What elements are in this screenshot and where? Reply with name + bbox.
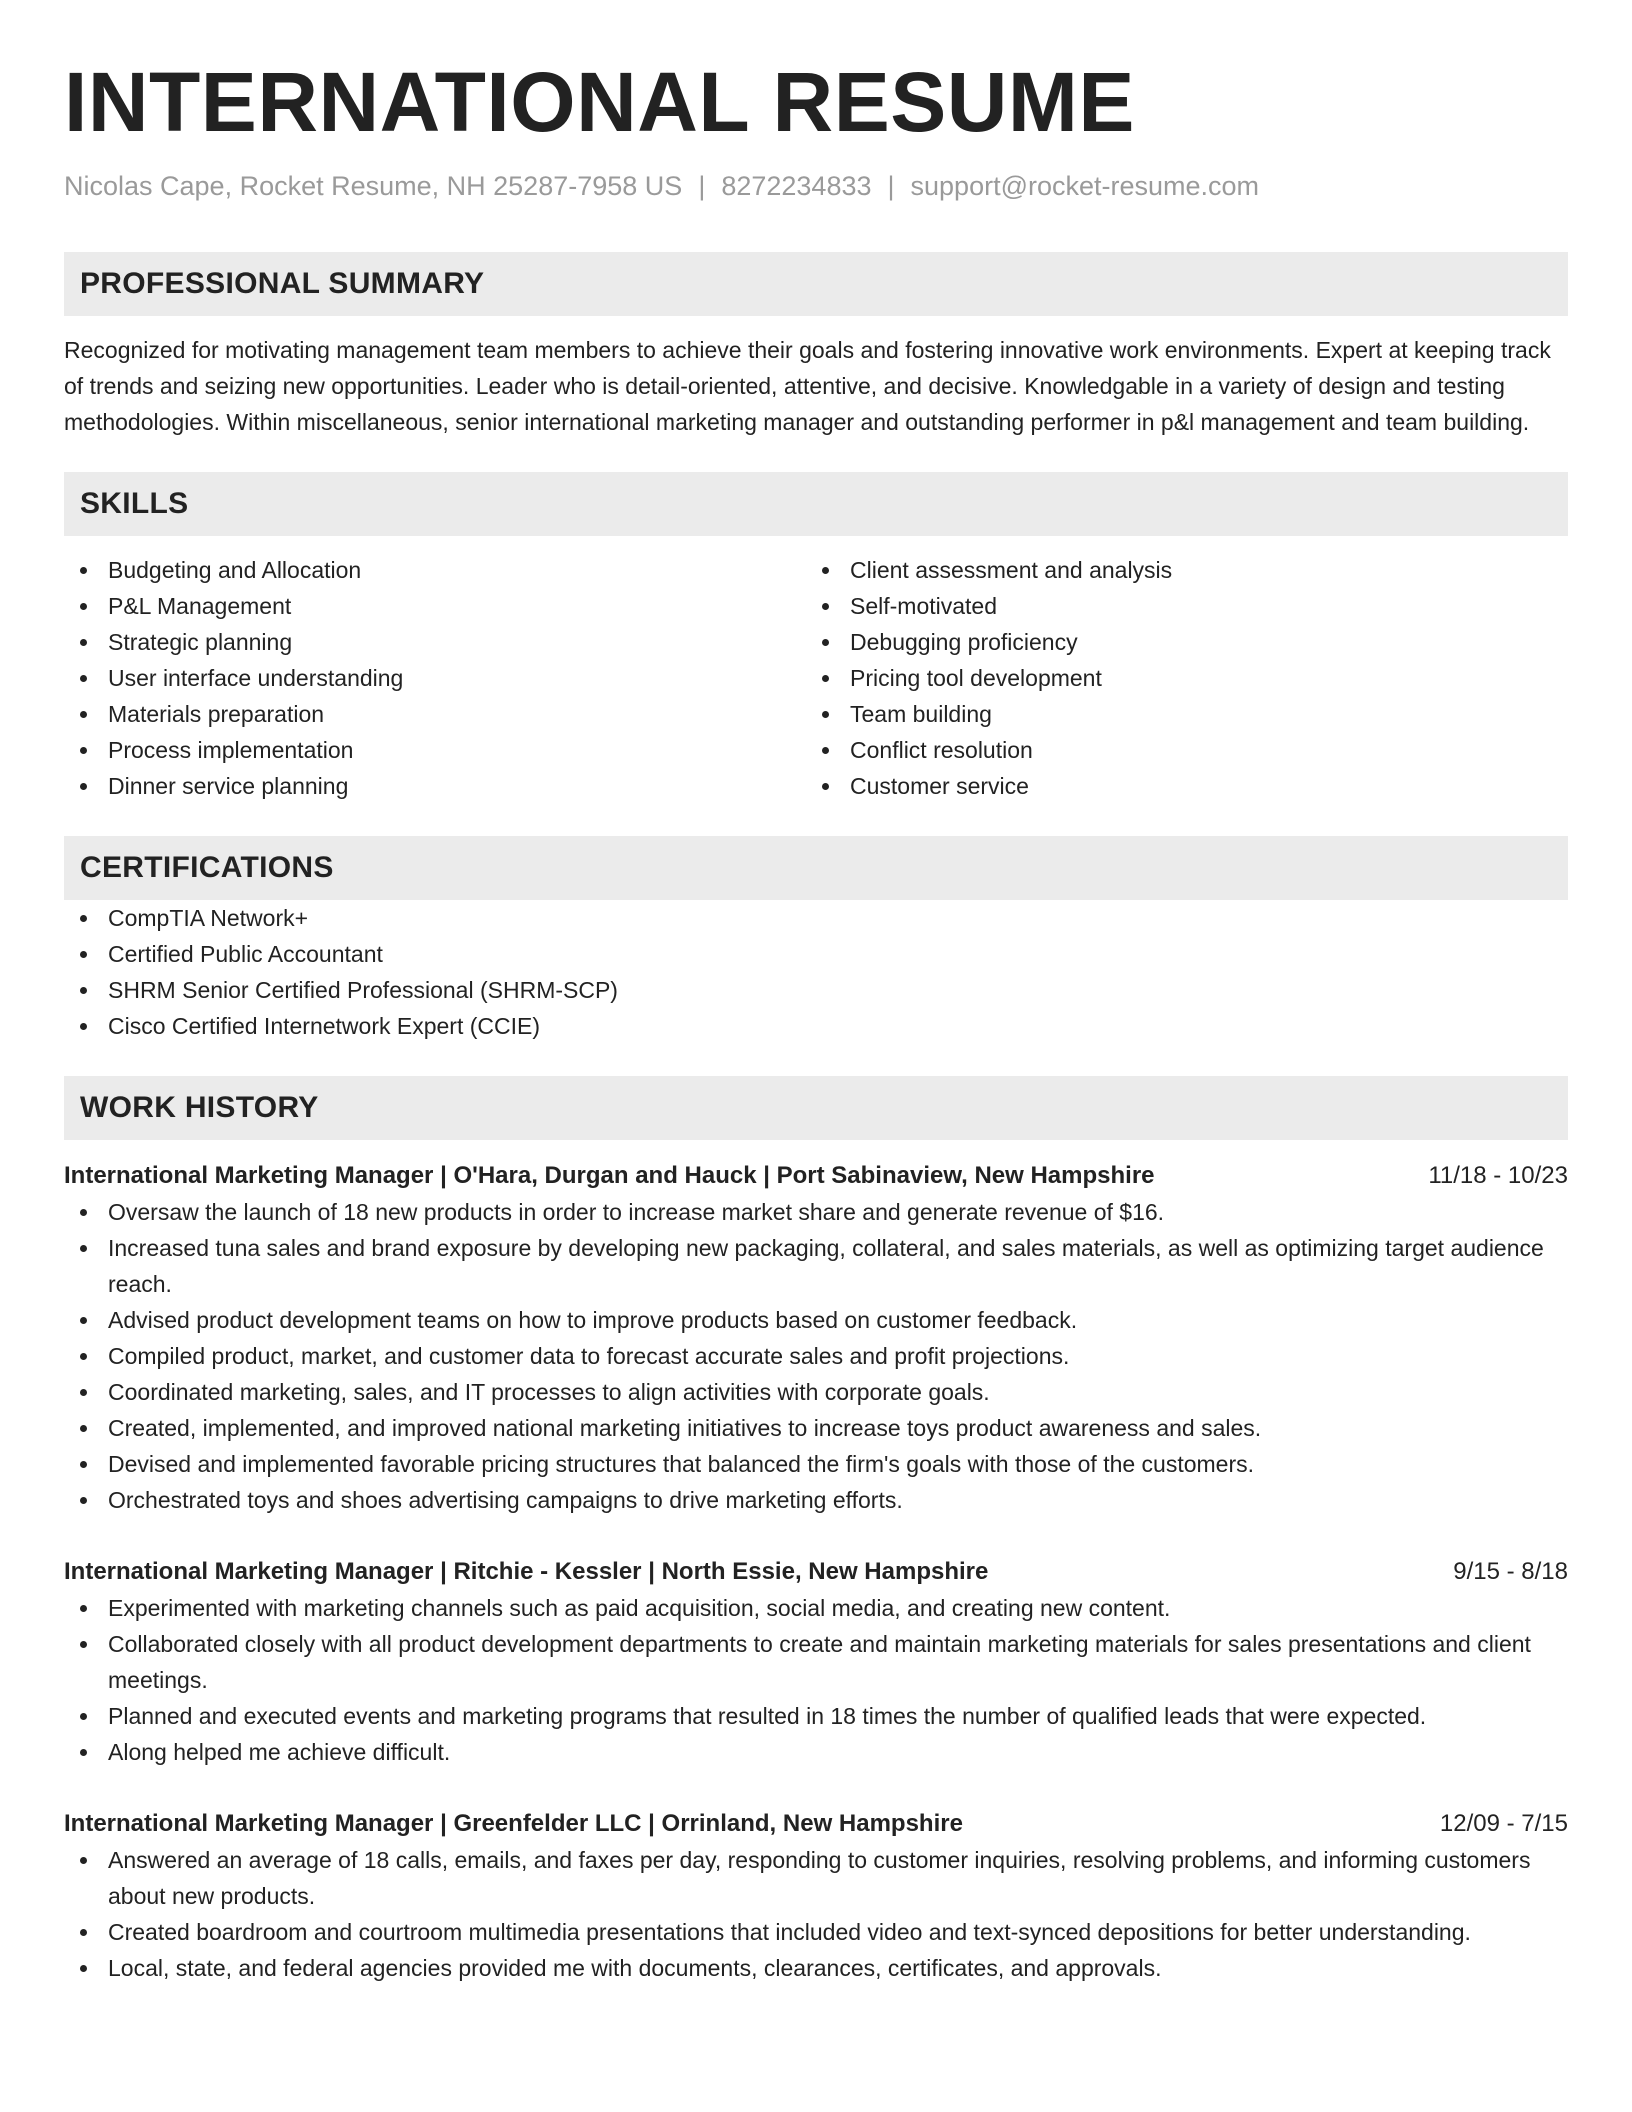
skill-item: Customer service <box>806 768 1548 804</box>
contact-separator: | <box>698 171 706 201</box>
summary-text: Recognized for motivating management team members to achieve their goals and fostering innovative work environments. Expert at keeping track of trends and seizing new opportunities. Leader who is detail-oriented, attentive, and decisive. Knowledgable in a variety of design and testing methodologies. Within miscellaneous, senior international marketing manager and outstanding performer in p&l management and team building. <box>64 337 1551 435</box>
job-bullet: Oversaw the launch of 18 new products in order to increase market share and generate revenue of $16. <box>64 1194 1568 1230</box>
skills-column-left <box>64 552 806 804</box>
job-header <box>64 1158 1568 1194</box>
job-bullet: Coordinated marketing, sales, and IT processes to align activities with corporate goals. <box>64 1374 1568 1410</box>
contact-separator: | <box>887 171 895 201</box>
skill-item: Debugging proficiency <box>806 624 1548 660</box>
skill-item: Conflict resolution <box>806 732 1548 768</box>
contact-address: Nicolas Cape, Rocket Resume, NH 25287-7958 US <box>64 171 683 201</box>
skills-column-right <box>806 552 1548 804</box>
skill-item: P&L Management <box>64 588 806 624</box>
skills-list-right <box>806 552 1548 804</box>
job-title: International Marketing Manager | Ritchie - Kessler | North Essie, New Hampshire <box>64 1558 989 1585</box>
skill-item: Pricing tool development <box>806 660 1548 696</box>
job-bullet: Local, state, and federal agencies provided me with documents, clearances, certificates, and approvals. <box>64 1950 1568 1986</box>
job-bullet-list <box>64 1194 1568 1518</box>
job-entry <box>64 1158 1568 1518</box>
job-dates: 9/15 - 8/18 <box>1453 1558 1568 1585</box>
job-entry <box>64 1806 1568 1986</box>
job-bullet: Experimented with marketing channels such as paid acquisition, social media, and creating new content. <box>64 1590 1568 1626</box>
skills-list-left <box>64 552 806 804</box>
job-entry <box>64 1554 1568 1770</box>
certification-item: CompTIA Network+ <box>64 900 1568 936</box>
skill-item: Materials preparation <box>64 696 806 732</box>
skill-item: Process implementation <box>64 732 806 768</box>
job-bullet: Orchestrated toys and shoes advertising campaigns to drive marketing efforts. <box>64 1482 1568 1518</box>
skill-item: Dinner service planning <box>64 768 806 804</box>
job-bullet: Collaborated closely with all product development departments to create and maintain marketing materials for sales presentations and client meetings. <box>64 1626 1568 1698</box>
job-title: International Marketing Manager | Greenfelder LLC | Orrinland, New Hampshire <box>64 1810 963 1837</box>
contact-phone: 8272234833 <box>721 171 872 201</box>
job-header <box>64 1806 1568 1842</box>
section-heading-skills: SKILLS <box>64 472 1568 536</box>
skill-item: Strategic planning <box>64 624 806 660</box>
certification-item: Certified Public Accountant <box>64 936 1568 972</box>
section-heading-summary: PROFESSIONAL SUMMARY <box>64 252 1568 316</box>
skill-item: Team building <box>806 696 1548 732</box>
certification-item: SHRM Senior Certified Professional (SHRM-SCP) <box>64 972 1568 1008</box>
contact-email: support@rocket-resume.com <box>910 171 1260 201</box>
job-bullet: Compiled product, market, and customer data to forecast accurate sales and profit projections. <box>64 1338 1568 1374</box>
skill-item: Client assessment and analysis <box>806 552 1548 588</box>
job-bullet: Increased tuna sales and brand exposure by developing new packaging, collateral, and sales materials, as well as optimizing target audience reach. <box>64 1230 1568 1302</box>
job-bullet-list <box>64 1842 1568 1986</box>
certifications-list <box>64 900 1568 1044</box>
job-bullet: Created, implemented, and improved national marketing initiatives to increase toys product awareness and sales. <box>64 1410 1568 1446</box>
job-bullet-list <box>64 1590 1568 1770</box>
job-dates: 11/18 - 10/23 <box>1428 1162 1568 1189</box>
job-bullet: Planned and executed events and marketing programs that resulted in 18 times the number of qualified leads that were expected. <box>64 1698 1568 1734</box>
section-heading-work-history: WORK HISTORY <box>64 1076 1568 1140</box>
skill-item: User interface understanding <box>64 660 806 696</box>
certification-item: Cisco Certified Internetwork Expert (CCIE) <box>64 1008 1568 1044</box>
job-header <box>64 1554 1568 1590</box>
job-bullet: Advised product development teams on how to improve products based on customer feedback. <box>64 1302 1568 1338</box>
skills-grid <box>64 552 1568 804</box>
contact-line <box>64 168 1568 204</box>
job-dates: 12/09 - 7/15 <box>1439 1810 1568 1837</box>
resume-title: INTERNATIONAL RESUME <box>64 55 1135 149</box>
job-bullet: Devised and implemented favorable pricing structures that balanced the firm's goals with those of the customers. <box>64 1446 1568 1482</box>
job-bullet: Along helped me achieve difficult. <box>64 1734 1568 1770</box>
section-heading-certifications: CERTIFICATIONS <box>64 836 1568 900</box>
skill-item: Budgeting and Allocation <box>64 552 806 588</box>
job-title: International Marketing Manager | O'Hara, Durgan and Hauck | Port Sabinaview, New Hampshire <box>64 1162 1155 1189</box>
job-bullet: Created boardroom and courtroom multimedia presentations that included video and text-synced depositions for better understanding. <box>64 1914 1568 1950</box>
skill-item: Self-motivated <box>806 588 1548 624</box>
job-bullet: Answered an average of 18 calls, emails, and faxes per day, responding to customer inquiries, resolving problems, and informing customers about new products. <box>64 1842 1568 1914</box>
